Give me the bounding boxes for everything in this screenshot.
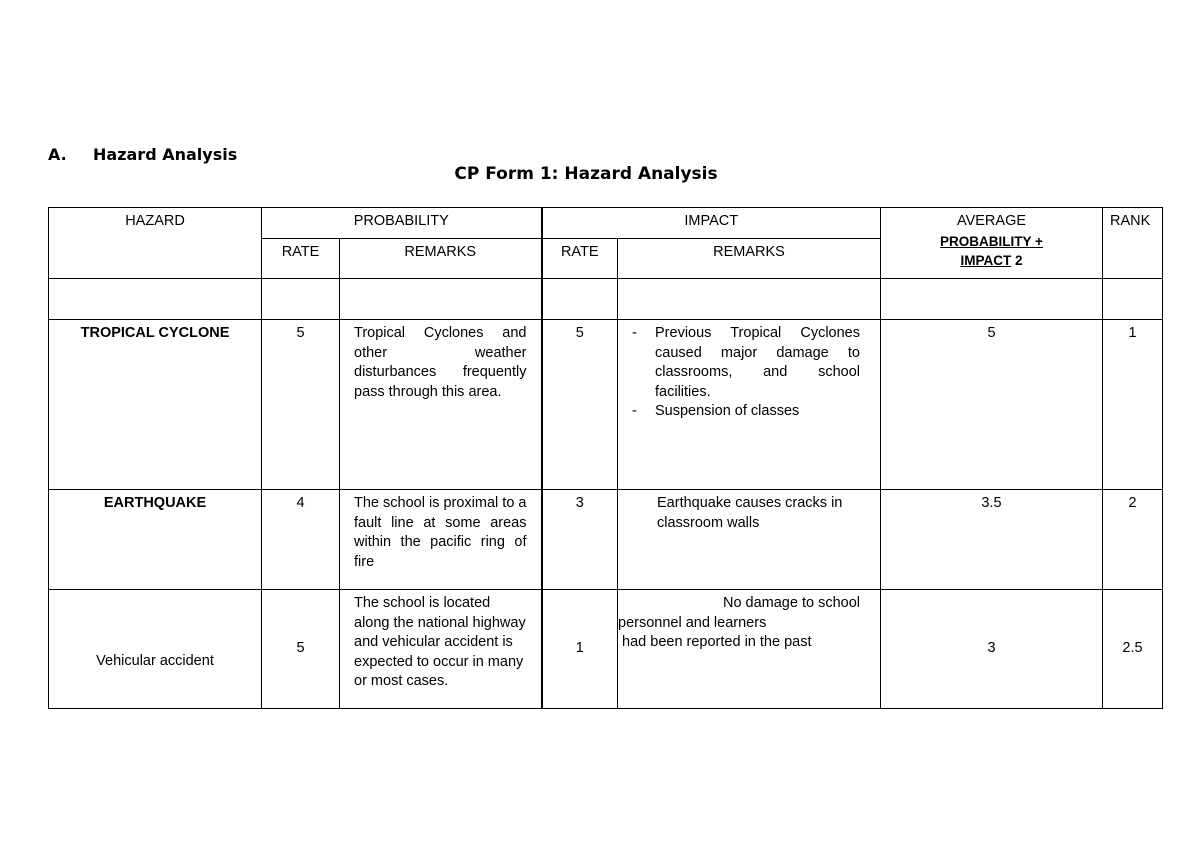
table-row <box>49 490 1163 590</box>
section-heading <box>48 145 237 164</box>
prob-remarks-cell: The school is located along the national highway and vehicular accident is expected to occur in many or most cases. <box>340 590 542 709</box>
header-rank: RANK <box>1103 208 1163 279</box>
hazard-analysis-table <box>48 207 1163 709</box>
form-title: CP Form 1: Hazard Analysis <box>454 164 718 184</box>
rank-cell: 2.5 <box>1103 590 1163 709</box>
header-probability: PROBABILITY <box>262 208 542 239</box>
average-cell: 3 <box>881 590 1103 709</box>
prob-rate-cell: 5 <box>262 320 340 490</box>
impact-remark-line: No damage to school <box>722 595 860 611</box>
hazard-cell: TROPICAL CYCLONE <box>49 320 262 490</box>
header-average <box>881 208 1103 279</box>
hazard-cell: Vehicular accident <box>49 590 262 709</box>
rank-cell: 2 <box>1103 490 1163 590</box>
prob-remarks-cell: The school is proximal to a fault line at some areas within the pacific ring of fire <box>340 490 542 590</box>
hazard-cell: EARTHQUAKE <box>49 490 262 590</box>
header-prob-rate: RATE <box>262 239 340 279</box>
header-impact-remarks: REMARKS <box>618 239 881 279</box>
section-number: A. <box>48 145 67 164</box>
rank-cell: 1 <box>1103 320 1163 490</box>
average-cell: 5 <box>881 320 1103 490</box>
table-row <box>49 320 1163 490</box>
header-hazard: HAZARD <box>49 208 262 279</box>
header-row-1 <box>49 208 1163 239</box>
prob-rate-cell: 5 <box>262 590 340 709</box>
blank-row <box>49 279 1163 320</box>
header-average-line2: PROBABILITY + <box>940 233 1043 249</box>
header-average-line1: AVERAGE <box>956 213 1027 229</box>
table-row <box>49 590 1163 709</box>
impact-remark-line: personnel and learners <box>618 614 767 631</box>
prob-rate-cell: 4 <box>262 490 340 590</box>
impact-remarks-cell <box>618 320 881 490</box>
section-title: Hazard Analysis <box>93 145 238 164</box>
prob-remarks-cell: Tropical Cyclones and other weather disturbances frequently pass through this area. <box>340 320 542 490</box>
impact-remark-line: had been reported in the past <box>618 634 812 650</box>
header-average-line3a: IMPACT <box>960 253 1012 268</box>
header-impact: IMPACT <box>542 208 881 239</box>
impact-rate-cell: 5 <box>542 320 618 490</box>
impact-rate-cell: 1 <box>542 590 618 709</box>
impact-remark-item: - Previous Tropical Cyclones caused major damage to classrooms, and school facilities. <box>630 324 860 402</box>
average-cell: 3.5 <box>881 490 1103 590</box>
header-average-line3b: 2 <box>1011 253 1023 268</box>
header-prob-remarks: REMARKS <box>340 239 542 279</box>
impact-remarks-cell: Earthquake causes cracks in classroom walls <box>618 490 881 590</box>
impact-remark-item: - Suspension of classes <box>630 402 860 422</box>
header-impact-rate: RATE <box>542 239 618 279</box>
impact-remarks-cell <box>618 590 881 709</box>
impact-rate-cell: 3 <box>542 490 618 590</box>
